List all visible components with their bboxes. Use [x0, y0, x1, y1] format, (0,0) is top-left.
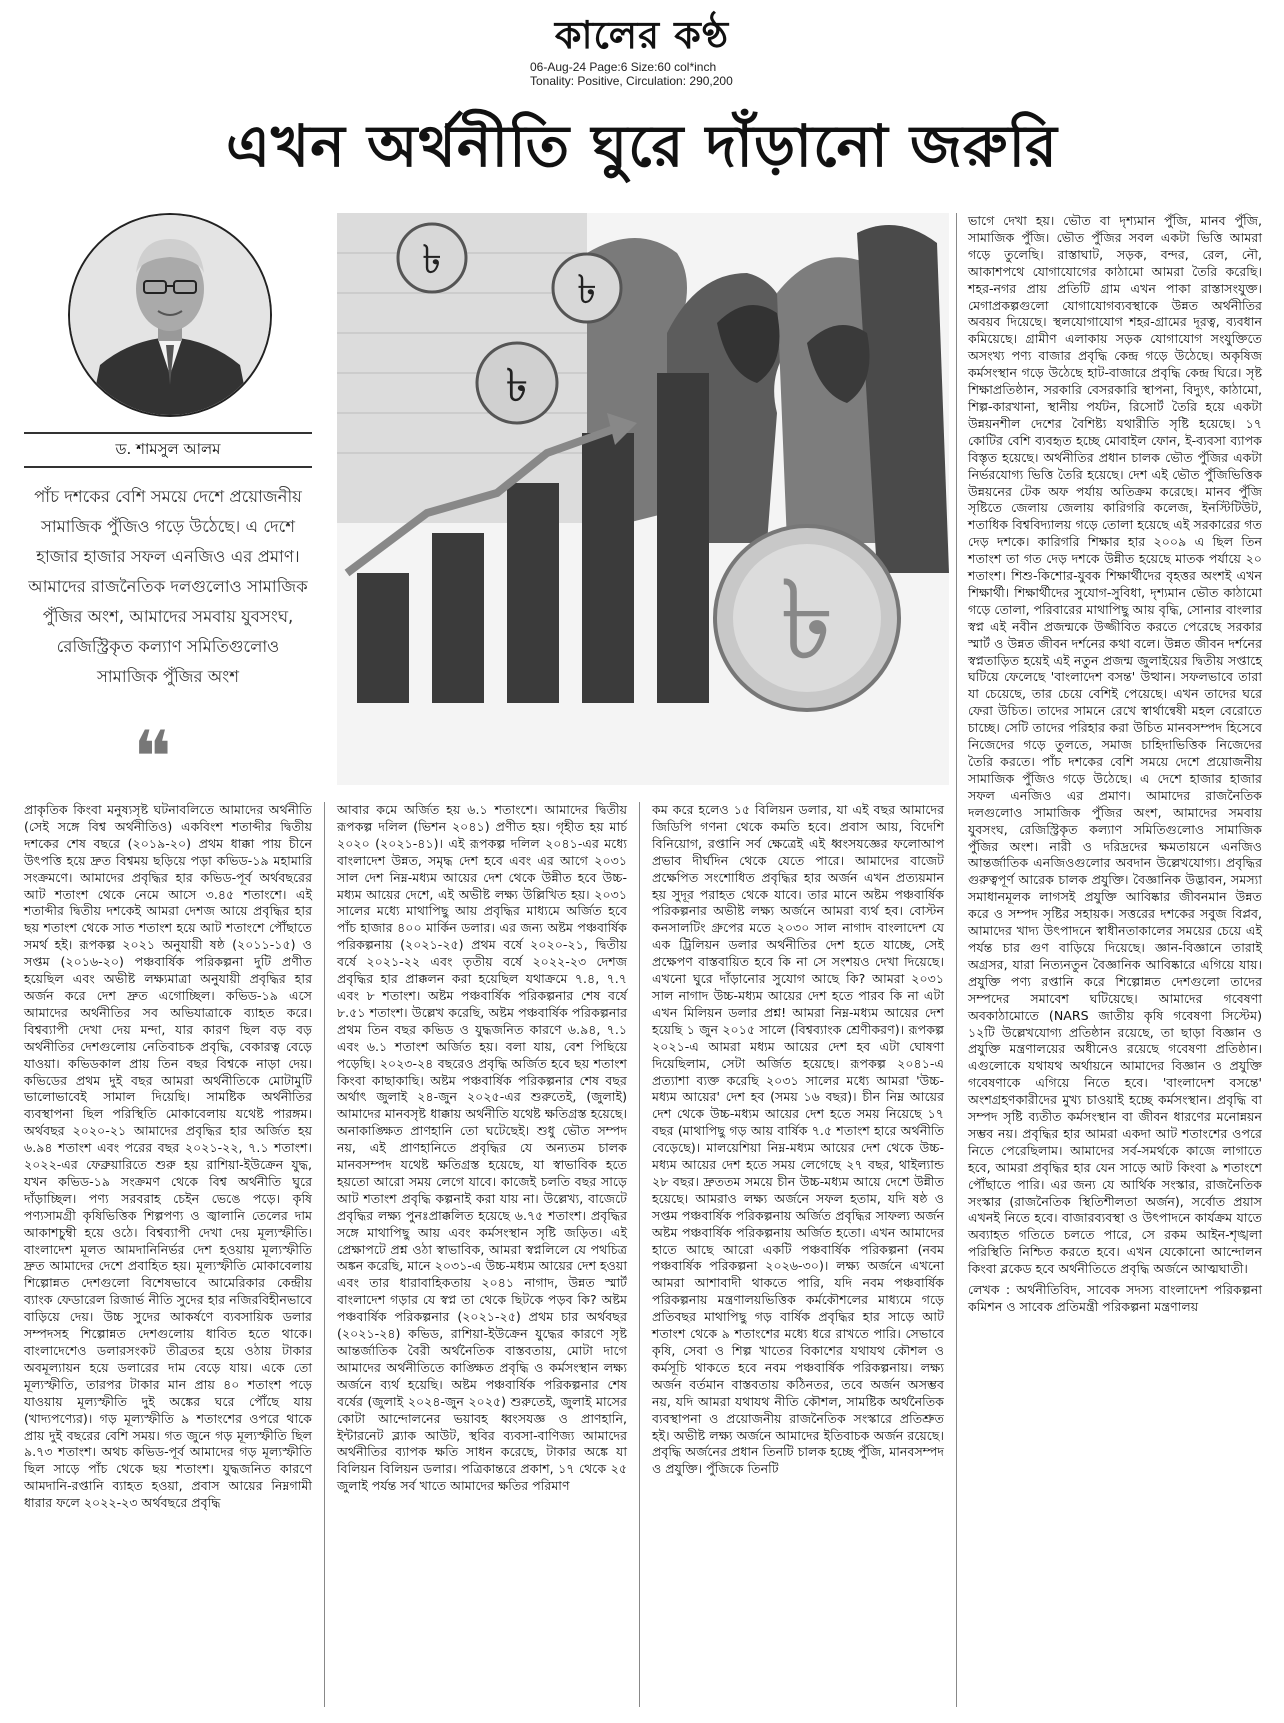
svg-text:৳: ৳	[505, 358, 529, 412]
byline-rule-bottom	[24, 466, 312, 468]
byline-rule-top	[24, 432, 312, 434]
article-column-1	[24, 802, 312, 1512]
column-rule	[324, 802, 325, 1707]
article-paragraph: কম করে হলেও ১৫ বিলিয়ন ডলার, যা এই বছর আমাদের জিডিপি গণনা থেকে কমতি হবে। প্রবাস আয়, বিদেশি বিনিয়োগ, রপ্তানি সর্ব ক্ষেত্রেই এই ধ্বংসযজ্ঞের ফলোআপ প্রভাব দীর্ঘদিন থেকে যেতে পারে। আমাদের বাজেট প্রক্ষেপিত সংশোধিত প্রবৃদ্ধির হার অর্জন এখন প্রত্যয়মান হয় সুদূর পরাহত থেকে যাবে। তার মানে অষ্টম পঞ্চবার্ষিক পরিকল্পনার অভীষ্ট লক্ষ্য অর্জনে আমরা ব্যর্থ হব। বোস্টন কনসালটিং গ্রুপের মতে ২০৩০ সাল নাগাদ বাংলাদেশ যে এক ট্রিলিয়ন ডলার অর্থনীতির দেশ হতে যাচ্ছে, সেই প্রক্ষেপণ বাস্তবায়িত হবে কি না সে সংশয়ও দেখা দিয়েছে। এখনো ঘুরে দাঁড়ানোর সুযোগ আছে কি? আমরা ২০৩১ সাল নাগাদ উচ্চ-মধ্যম আয়ের দেশ হতে পারব কি না এটা এখন মিলিয়ন ডলার প্রশ্ন! আমরা নিম্ন-মধ্যম আয়ের দেশ হয়েছি ১ জুন ২০১৫ সালে (বিশ্বব্যাংক শ্রেণীকরণ)। রূপকল্প ২০২১-এ আমরা মধ্যম আয়ের দেশ হব এটা ঘোষণা দিয়েছিলাম, সেটা অর্জিত হয়েছে। রূপকল্প ২০৪১-এ প্রত্যাশা ব্যক্ত করেছি ২০৩১ সালের মধ্যে আমরা 'উচ্চ-মধ্যম আয়ের' দেশ হব (সময় ১৬ বছর)। চীন নিম্ন আয়ের দেশ থেকে উচ্চ-মধ্যম আয়ের দেশ হতে সময় নিয়েছে ১৭ বছর (মাথাপিছু গড় আয় বার্ষিক ৭.৫ শতাংশ হারে অর্থনীতি বেড়েছে)। মালয়েশিয়া নিম্ন-মধ্যম আয়ের দেশ থেকে উচ্চ-মধ্যম আয়ের দেশ হতে সময় লেগেছে ২৭ বছর, থাইল্যান্ড ২৮ বছর। দ্রুততম সময়ে চীন উচ্চ-মধ্যম আয়ে দেশে উন্নীত হয়েছে। আমরাও লক্ষ্য অর্জনে সফল হতাম, যদি ষষ্ঠ ও সপ্তম পঞ্চবার্ষিক পরিকল্পনায় অর্জিত প্রবৃদ্ধির সাফল্য অর্জন অষ্টম পঞ্চবার্ষিক পরিকল্পনায় অর্জিত হতো। এখন আমাদের হাতে আছে আরো একটি পঞ্চবার্ষিক পরিকল্পনা (নবম পঞ্চবার্ষিক পরিকল্পনা ২০২৬-৩০)। লক্ষ্য অর্জনে এখনো আমরা আশাবাদী থাকতে পারি, যদি নবম পঞ্চবার্ষিক পরিকল্পনায় মন্ত্রণালয়ভিত্তিক কর্মকৌশলের মাধ্যমে গড়ে প্রতিবছর মাথাপিছু গড় বার্ষিক প্রবৃদ্ধির হার সাড়ে আট শতাংশ থেকে ৯ শতাংশের মধ্যে ধরে রাখতে পারি। সেভাবে কৃষি, সেবা ও শিল্প খাতের বিকাশের যথাযথ কৌশল ও কর্মসূচি থাকতে হবে নবম পঞ্চবার্ষিক পরিকল্পনায়। লক্ষ্য অর্জন বর্তমান বাস্তবতায় কঠিনতর, তবে অর্জন অসম্ভব নয়, যদি আমরা যথাযথ নীতি কৌশল, সামষ্টিক অর্থনৈতিক ব্যবস্থাপনা ও প্রয়োজনীয় রাজনৈতিক সংস্কারে প্রতিশ্রুত হই। অভীষ্ট লক্ষ্য অর্জনে আমাদের ইতিবাচক অর্জন রয়েছে। প্রবৃদ্ধি অর্জনের প্রধান তিনটি চালক হচ্ছে পুঁজি, মানবসম্পদ ও প্রযুক্তি। পুঁজিকে তিনটি	[652, 802, 944, 1477]
article-paragraph: আবার কমে অর্জিত হয় ৬.১ শতাংশে। আমাদের দ্বিতীয় রূপকল্প দলিল (ভিশন ২০৪১) প্রণীত হয়। গৃহীত হয় মার্চ ২০২০ (২০২১-৪১)। এই রূপকল্প দলিল ২০৪১-এর মধ্যে বাংলাদেশ উন্নত, সমৃদ্ধ দেশ হবে এবং এর আগে ২০৩১ সাল দেশ নিম্ন-মধ্যম আয়ের দেশ থেকে উন্নীত হবে উচ্চ-মধ্যম আয়ের দেশে, এই অভীষ্ট লক্ষ্য উল্লিখিত হয়। ২০৩১ সালের মধ্যে মাথাপিছু আয় প্রবৃদ্ধির মাধ্যমে অর্জিত হবে পাঁচ হাজার ৪০০ মার্কিন ডলার। এর জন্য অষ্টম পঞ্চবার্ষিক পরিকল্পনায় (২০২১-২৫) প্রথম বর্ষে ২০২০-২১, দ্বিতীয় বর্ষে ২০২১-২২ এবং তৃতীয় বর্ষে ২০২২-২৩ দেশজ প্রবৃদ্ধির হার প্রাক্কলন করা হয়েছিল যথাক্রমে ৭.৪, ৭.৭ এবং ৮ শতাংশ। অষ্টম পঞ্চবার্ষিক পরিকল্পনার শেষ বর্ষে ৮.৫১ শতাংশ। উল্লেখ করেছি, অষ্টম পঞ্চবার্ষিক পরিকল্পনার প্রথম তিন বছর কভিড ও যুদ্ধজনিত কারণে ৬.৯৪, ৭.১ এবং ৬.১ শতাংশ অর্জিত হয়। বলা যায়, বেশ পিছিয়ে পড়েছি। ২০২৩-২৪ বছরেও প্রবৃদ্ধি অর্জিত হবে ছয় শতাংশ কিংবা কাছাকাছি। অষ্টম পঞ্চবার্ষিক পরিকল্পনার শেষ বছর অর্থাৎ জুলাই ২৪-জুন ২০২৫-এর শুরুতেই, (জুলাই) আমাদের মানবসৃষ্ট ধাক্কায় অর্থনীতি যথেষ্ট ক্ষতিগ্রস্ত হয়েছে। অনাকাঙ্ক্ষিত প্রাণহানি তো ঘটেছেই। শুধু ভৌত সম্পদ নয়, এই প্রাণহানিতে প্রবৃদ্ধির যে অন্যতম চালক মানবসম্পদ যথেষ্ট ক্ষতিগ্রস্ত হয়েছে, যা স্বাভাবিক হতে হয়তো আরো সময় লেগে যাবে। কাজেই চলতি বছর সাড়ে আট শতাংশ প্রবৃদ্ধি কল্পনাই করা যায় না। উল্লেখ্য, বাজেটে প্রবৃদ্ধির লক্ষ্য পুনঃপ্রাক্কলিত হয়েছে ৬.৭৫ শতাংশ। প্রবৃদ্ধির সঙ্গে মাথাপিছু আয় এবং কর্মসংস্থান সৃষ্টি জড়িত। এই প্রেক্ষাপটে প্রশ্ন ওঠা স্বাভাবিক, আমরা স্বপ্নলিলে যে পথচিত্র অঙ্কন করেছি, মানে ২০৩১-এ উচ্চ-মধ্যম আয়ের দেশ হওয়া এবং তার ধারাবাহিকতায় ২০৪১ নাগাদ, উন্নত স্মার্ট বাংলাদেশ গড়ার যে স্বপ্ন তা থেকে ছিটকে পড়ব কি? অষ্টম পঞ্চবার্ষিক পরিকল্পনার (২০২১-২৫) প্রথম চার অর্থবছর (২০২১-২৪) কভিড, রাশিয়া-ইউক্রেন যুদ্ধের কারণে সৃষ্ট আন্তর্জাতিক বৈরী অর্থনৈতিক বাস্তবতায়, মোটা দাগে আমাদের অর্থনীতিতে কাঙ্ক্ষিত প্রবৃদ্ধি ও কর্মসংস্থান লক্ষ্য অর্জনে ব্যর্থ হয়েছি। অষ্টম পঞ্চবার্ষিক পরিকল্পনার শেষ বর্ষের (জুলাই ২০২৪-জুন ২০২৫) শুরুতেই, জুলাই মাসের কোটা আন্দোলনের ভয়াবহ ধ্বংসযজ্ঞ ও প্রাণহানি, ইন্টারনেট ব্ল্যাক আউট, স্থবির ব্যবসা-বাণিজ্য আমাদের অর্থনীতির ব্যাপক ক্ষতি সাধন করেছে, টাকার অঙ্কে যা বিলিয়ন বিলিয়ন ডলার। পত্রিকান্তরে প্রকাশ, ১৭ থেকে ২৫ জুলাই পর্যন্ত সর্ব খাতে আমাদের ক্ষতির পরিমাণ	[337, 802, 627, 1494]
column-rule	[639, 802, 640, 1707]
article-column-4	[968, 213, 1262, 1316]
article-column-3	[652, 802, 944, 1478]
clipping-meta	[530, 60, 733, 88]
svg-text:৳: ৳	[577, 267, 597, 313]
pull-quote: পাঁচ দশকের বেশি সময়ে দেশে প্রয়োজনীয় সামাজিক পুঁজিও গড়ে উঠেছে। এ দেশে হাজার হাজার সফল এনজিও এর প্রমাণ। আমাদের রাজনৈতিক দলগুলোও সামাজিক পুঁজির অংশ, আমাদের সমবায় যুবসংঘ, রেজিস্ট্রিকৃত কল্যাণ সমিতিগুলোও সামাজিক পুঁজির অংশ	[28, 487, 308, 686]
svg-text:৳: ৳	[779, 556, 835, 684]
author-portrait-icon	[70, 215, 270, 415]
meta-line-1: 06-Aug-24 Page:6 Size:60 col*inch	[530, 60, 717, 74]
quote-mark-icon: ❝	[133, 715, 172, 799]
headline: এখন অর্থনীতি ঘুরে দাঁড়ানো জরুরি	[226, 112, 1058, 180]
illustration	[337, 213, 949, 785]
meta-line-2: Tonality: Positive, Circulation: 290,200	[530, 74, 733, 88]
article-paragraph: প্রাকৃতিক কিংবা মনুষ্যসৃষ্ট ঘটনাবলিতে আমাদের অর্থনীতি (সেই সঙ্গে বিশ্ব অর্থনীতিও) একবিংশ শতাব্দীর দ্বিতীয় দশকের শেষ বছরে (২০১৯-২০) প্রথম ধাক্কা পায় চীনে উৎপত্তি হয়ে দ্রুত বিশ্বময় ছড়িয়ে পড়া কভিড-১৯ মহামারি সংক্রমণে। আমাদের প্রবৃদ্ধির হার কভিড-পূর্ব অর্থবছরের আট শতাংশ থেকে নেমে আসে ৩.৪৫ শতাংশে। এই শতাব্দীর দ্বিতীয় দশকেই আমরা দেশজ আয়ে প্রবৃদ্ধির হার ছয় শতাংশ থেকে সাত শতাংশ হয়ে আট শতাংশে পৌঁছাতে সমর্থ হই। রূপকল্প ২০২১ অনুযায়ী ষষ্ঠ (২০১১-১৫) ও সপ্তম (২০১৬-২০) পঞ্চবার্ষিক পরিকল্পনা দুটি প্রণীত হয়েছিল এবং অভীষ্ট লক্ষ্যমাত্রা অনুযায়ী প্রবৃদ্ধির হার অর্জন করে দেশ দ্রুত এগোচ্ছিল। কভিড-১৯ এসে আমাদের অর্থনীতির সব অভিযাত্রাকে ব্যাহত করে। বিশ্বব্যাপী দেখা দেয় মন্দা, যার কারণ ছিল বড় বড় অর্থনীতির দেশগুলোয় নেতিবাচক প্রবৃদ্ধি, বেকারত্ব বেড়ে যাওয়া। কভিডকাল প্রায় তিন বছর বিশ্বকে নাড়া দেয়। কভিডের প্রথম দুই বছর আমরা অর্থনীতিকে মোটামুটি ভালোভাবেই সামাল দিয়েছি। সামষ্টিক অর্থনীতির ব্যবস্থাপনা ছিল পরিস্থিতি মোকাবেলায় যথেষ্ট পারঙ্গম। অর্থবছর ২০২০-২১ আমাদের প্রবৃদ্ধির হার অর্জিত হয় ৬.৯৪ শতাংশ এবং পরের বছর ২০২১-২২, ৭.১ শতাংশ। ২০২২-এর ফেব্রুয়ারিতে শুরু হয় রাশিয়া-ইউক্রেন যুদ্ধ, যখন কভিড-১৯ সংক্রমণ থেকে বিশ্ব অর্থনীতি ঘুরে দাঁড়াচ্ছিল। পণ্য সরবরাহ চেইন ভেঙে পড়ে। কৃষি পণ্যসামগ্রী কৃষিভিত্তিক শিল্পপণ্য ও জ্বালানি তেলের দাম আকাশচুম্বী হয়ে ওঠে। বিশ্বব্যাপী দেখা দেয় মূল্যস্ফীতি। বাংলাদেশ মূলত আমদানিনির্ভর দেশ হওয়ায় মূল্যস্ফীতি দ্রুত আমাদের দেশে প্রবাহিত হয়। মূল্যস্ফীতি মোকাবেলায় শিল্পোন্নত দেশগুলো বিশেষভাবে আমেরিকার কেন্দ্রীয় ব্যাংক ফেডারেল রিজার্ভ নীতি সুদের হার নজিরবিহীনভাবে বাড়িয়ে দেয়। উচ্চ সুদের আকর্ষণে ব্যবসায়িক ডলার সম্পদসহ শিল্পোন্নত দেশগুলোয় ধাবিত হতে থাকে। বাংলাদেশেও ডলারসংকট তীব্রতর হয়ে ওঠায় টাকার অবমূল্যায়ন হয়ে ডলারের দাম বেড়ে যায়। একে তো মূল্যস্ফীতি, তারপর টাকার মান প্রায় ৪০ শতাংশ পড়ে যাওয়ায় মূল্যস্ফীতি দুই অঙ্কের ঘরে পৌঁছে যায় (খাদ্যপণ্যের)। গড় মূল্যস্ফীতি ৯ শতাংশের ওপরে থাকে প্রায় দুই বছরের বেশি সময়। গত জুনে গড় মূল্যস্ফীতি ছিল ৯.৭৩ শতাংশ। অথচ কভিড-পূর্ব আমাদের গড় মূল্যস্ফীতি ছিল সাড়ে পাঁচ থেকে ছয় শতাংশ। যুদ্ধজনিত কারণে আমদানি-রপ্তানি ব্যাহত হওয়া, প্রবাস আয়ের নিম্নগামী ধারার ফলে ২০২২-২৩ অর্থবছরে প্রবৃদ্ধি	[24, 802, 312, 1511]
economy-chart-illustration	[337, 213, 949, 785]
author-note: লেখক : অর্থনীতিবিদ, সাবেক সদস্য বাংলাদেশ পরিকল্পনা কমিশন ও সাবেক প্রতিমন্ত্রী পরিকল্পনা মন্ত্রণালয়	[968, 1282, 1262, 1314]
author-byline: ড. শামসুল আলম	[115, 440, 221, 458]
author-portrait	[68, 213, 272, 417]
svg-text:৳: ৳	[422, 237, 442, 283]
newspaper-logo: কালের কণ্ঠ	[554, 13, 730, 57]
column-rule	[956, 213, 957, 1707]
article-column-2	[337, 802, 627, 1495]
article-paragraph: ভাগে দেখা হয়। ভৌত বা দৃশ্যমান পুঁজি, মানব পুঁজি, সামাজিক পুঁজি। ভৌত পুঁজির সবল একটা ভিত্তি আমরা গড়ে তুলেছি। রাস্তাঘাট, সড়ক, বন্দর, রেল, নৌ, আকাশপথে যোগাযোগের কাঠামো আমরা তৈরি করেছি। শহর-নগর প্রায় প্রতিটি গ্রাম এখন পাকা রাস্তাসংযুক্ত। মেগাপ্রকল্পগুলো যোগাযোগব্যবস্থাকে উন্নত অর্থনীতির অবয়ব দিয়েছে। স্থলযোগাযোগ শহর-গ্রামের দূরত্ব, ব্যবধান কমিয়েছে। গ্রামীণ এলাকায় সড়ক যোগাযোগ সংযুক্তিতে অসংখ্য পণ্য বাজার প্রবৃদ্ধি কেন্দ্র গড়ে উঠেছে। অকৃষিজ কর্মসংস্থান গড়ে উঠেছে হাট-বাজারে প্রবৃদ্ধি কেন্দ্র ঘিরে। সৃষ্ট শিক্ষাপ্রতিষ্ঠান, সরকারি বেসরকারি স্থাপনা, বিদ্যুৎ, কাঠামো, শিল্প-কারখানা, স্থানীয় পর্যটন, রিসোর্ট তৈরি হয়ে একটা উন্নয়নশীল দেশের বৈশিষ্ট্য যথারীতি সৃষ্টি হয়েছে। ১৭ কোটির বেশি ব্যবহৃত হচ্ছে মোবাইল ফোন, ই-ব্যবসা ব্যাপক বিস্তৃত হয়েছে। অর্থনীতির প্রধান চালক ভৌত পুঁজির একটা নির্ভরযোগ্য ভিত্তি তৈরি হয়েছে। দেশ এই ভৌত পুঁজিভিত্তিক উন্নয়নের টেক অফ পর্যায় অতিক্রম করেছে। মানব পুঁজি সৃষ্টিতে জেলায় জেলায় কারিগরি কলেজ, ইনস্টিটিউট, শতাধিক বিশ্ববিদ্যালয় গড়ে তোলা হয়েছে এই সরকারের গত দেড় দশকে। কারিগরি শিক্ষার হার ২০০৯ এ ছিল তিন শতাংশ তা গত দেড় দশকে উন্নীত হয়েছে মাতক পর্যায়ে ২০ শতাংশ। শিশু-কিশোর-যুবক শিক্ষার্থীদের বৃহত্তর অংশই এখন শিক্ষার্থী। শিক্ষার্থীদের সুযোগ-সুবিধা, দৃশ্যমান ভৌত কাঠামো গড়ে তোলা, পরিবারের মাথাপিছু আয় বৃদ্ধি, সোনার বাংলার স্বপ্ন এই নবীন প্রজন্মকে উজ্জীবিত করতে পেরেছে সরকার স্মার্ট ও উন্নত জীবন দর্শনের কথা বলে। উন্নত জীবন দর্শনের স্বপ্নতাড়িত হয়েই এই নতুন প্রজন্ম জুলাইয়ের দ্বিতীয় সপ্তাহে ঘটিয়ে ফেলেছে 'বাংলাদেশ বসন্ত' উত্থান। সফলভাবে তারা যা চেয়েছে, তার চেয়ে বেশিই পেয়েছে। এখন তাদের ঘরে ফেরা উচিত। তাদের সামনে রেখে স্বার্থান্বেষী মহল বেরোতে চাচ্ছে। সেটি তাদের পরিহার করা উচিত মানবসম্পদ হিসেবে নিজেদের গড়ে তুলতে, সমাজ চাহিদাভিত্তিক নিজেদের তৈরি করতে। পাঁচ দশকের বেশি সময়ে দেশে প্রয়োজনীয় সামাজিক পুঁজিও গড়ে উঠেছে। এ দেশে হাজার হাজার সফল এনজিও এর প্রমাণ। আমাদের রাজনৈতিক দলগুলোও সামাজিক পুঁজির অংশ, আমাদের সমবায় যুবসংঘ, রেজিস্ট্রিকৃত কল্যাণ সমিতিগুলোও সামাজিক পুঁজির অংশ। নারী ও দরিদ্রদের ক্ষমতায়নে এনজিও আন্তর্জাতিক এনজিওগুলোর অবদান উল্লেখযোগ্য। প্রবৃদ্ধির গুরুত্বপূর্ণ আরেক চালক প্রযুক্তি। বৈজ্ঞানিক উদ্ভাবন, সমস্যা সমাধানমূলক লাগসই প্রযুক্তি আবিষ্কার জীবনমান উন্নত করে ও সম্পদ সৃষ্টির সহায়ক। সত্তরের দশকের সবুজ বিপ্লব, আমাদের খাদ্য উৎপাদনে স্বাধীনতাকালের সময়ের চেয়ে এই পর্যন্ত চার গুণ বাড়িয়ে দিয়েছে। জ্ঞান-বিজ্ঞানে তারাই অগ্রসর, যারা নিত্যনতুন বৈজ্ঞানিক আবিষ্কারে এগিয়ে যায়। প্রযুক্তি পণ্য রপ্তানি করে শিল্পোন্নত দেশগুলো তাদের সম্পদের সমাবেশ ঘটিয়েছে। আমাদের গবেষণা অবকাঠামোতে (NARS জাতীয় কৃষি গবেষণা সিস্টেম) ১২টি উল্লেখযোগ্য প্রতিষ্ঠান রয়েছে, তা ছাড়া বিজ্ঞান ও প্রযুক্তি মন্ত্রণালয়ের অধীনেও রয়েছে গবেষণা প্রতিষ্ঠান। এগুলোকে যথাযথ অর্থায়নে আমাদের বিজ্ঞান ও প্রযুক্তি গবেষণাকে এগিয়ে নিতে হবে। 'বাংলাদেশ বসন্তে' অংশগ্রহণকারীদের মুখ্য চাওয়াই হচ্ছে কর্মসংস্থান। প্রবৃদ্ধি বা সম্পদ সৃষ্টি ব্যতীত কর্মসংস্থান বা জীবন ধারণের মনোন্নয়ন সম্ভব নয়। প্রবৃদ্ধির হার আমরা একদা আট শতাংশের ওপরে নিতে পেরেছিলাম। আমাদের সর্ব-সমর্থকে কাজে লাগাতে হবে, আমরা প্রবৃদ্ধির হার যেন সাড়ে আট কিংবা ৯ শতাংশে পৌঁছাতে পারি। এর জন্য যে আর্থিক সংস্কার, রাজনৈতিক সংস্কার (রাজনৈতিক স্থিতিশীলতা অর্জন), সর্বোত প্রয়াস এখনই নিতে হবে। বাজারব্যবস্থা ও উৎপাদনে কার্যক্রম যাতে অব্যাহত গতিতে চলতে পারে, সে রকম আইন-শৃঙ্খলা পরিস্থিতি নিশ্চিত করতে হবে। এখন যেকোনো আন্দোলন কিংবা ব্লকেড হবে অর্থনীতিতে প্রবৃদ্ধি অর্জনে আত্মঘাতী।	[968, 213, 1262, 1277]
